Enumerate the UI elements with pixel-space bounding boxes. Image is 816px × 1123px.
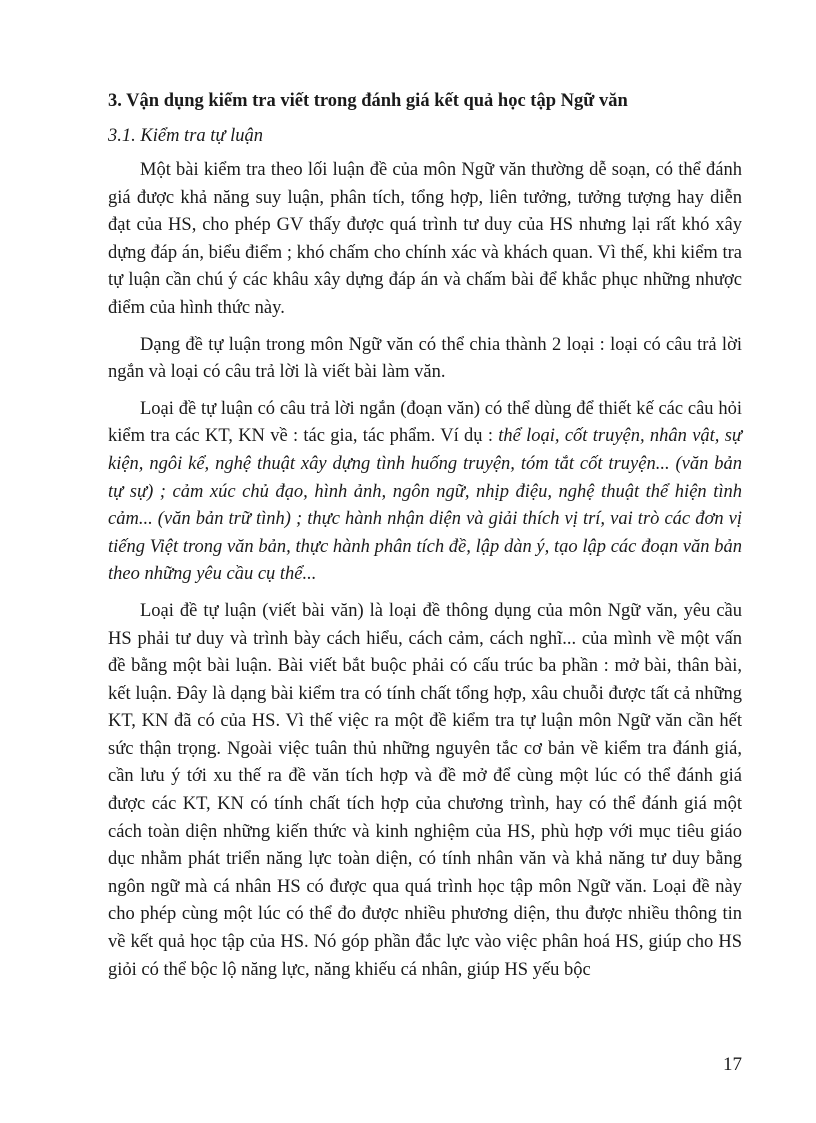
paragraph-3 [108, 396, 742, 589]
paragraph-2: Dạng đề tự luận trong môn Ngữ văn có thể chia thành 2 loại : loại có câu trả lời ngắn và loại có câu trả lời là viết bài làm văn. [108, 334, 742, 383]
paragraph-4: Loại đề tự luận (viết bài văn) là loại đề thông dụng của môn Ngữ văn, yêu cầu HS phải tư duy và trình bày cách hiểu, cách cảm, cách nghĩ... của mình về một vấn đề bằng một bài luận. Bài viết bắt buộc phải có cấu trúc ba phần : mở bài, thân bài, kết luận. Đây là dạng bài kiểm tra có tính chất tổng hợp, xâu chuỗi được tất cả những KT, KN đã có của HS. Vì thế việc ra một đề kiểm tra tự luận môn Ngữ văn cần hết sức thận trọng. Ngoài việc tuân thủ những nguyên tắc cơ bản về kiểm tra đánh giá, cần lưu ý tới xu thế ra đề văn tích hợp và đề mở để cùng một lúc có thể đánh giá được các KT, KN có tính chất tích hợp của chương trình, hay có thể đánh giá một cách toàn diện những kiến thức và kinh nghiệm của HS, phù hợp với mục tiêu giáo dục nhằm phát triển năng lực toàn diện, có tính nhân văn và khả năng tư duy bằng ngôn ngữ mà cá nhân HS có được qua quá trình học tập môn Ngữ văn. Loại đề này cho phép cùng một lúc có thể đo được nhiều phương diện, thu được nhiều thông tin về kết quả học tập của HS. Nó góp phần đắc lực vào việc phân hoá HS, giúp cho HS giỏi có thể bộc lộ năng lực, năng khiếu cá nhân, giúp HS yếu bộc [108, 600, 742, 980]
section-heading: 3. Vận dụng kiểm tra viết trong đánh giá kết quả học tập Ngữ văn [108, 91, 628, 111]
subsection-heading: 3.1. Kiểm tra tự luận [108, 126, 264, 146]
paragraph-3-intro: Loại đề tự luận có câu trả lời ngắn (đoạn văn) có thể dùng để thiết kế các câu hỏi kiểm tra các KT, KN về : tác gia, tác phẩm. Ví dụ : [108, 398, 742, 447]
paragraph-1: Một bài kiểm tra theo lối luận đề của môn Ngữ văn thường dễ soạn, có thể đánh giá được khả năng suy luận, phân tích, tổng hợp, liên tưởng, tưởng tượng hay diễn đạt của HS, cho phép GV thấy được quá trình tư duy của HS nhưng lại rất khó xây dựng đáp án, biểu điểm ; khó chấm cho chính xác và khách quan. Vì thế, khi kiểm tra tự luận cần chú ý các khâu xây dựng đáp án và chấm bài để khắc phục những nhược điểm của hình thức này. [108, 160, 742, 318]
paragraph-3-examples: thể loại, cốt truyện, nhân vật, sự kiện, ngôi kể, nghệ thuật xây dựng tình huống truyện, tóm tắt cốt truyện... (văn bản tự sự) ; cảm xúc chủ đạo, hình ảnh, ngôn ngữ, nhịp điệu, nghệ thuật thể hiện tình cảm... (văn bản trữ tình) ; thực hành nhận diện và giải thích vị trí, vai trò các đơn vị tiếng Việt trong văn bản, thực hành phân tích đề, lập dàn ý, tạo lập các đoạn văn bản theo những yêu cầu cụ thể... [108, 426, 742, 585]
page-number: 17 [723, 1054, 742, 1075]
document-page [108, 88, 742, 993]
